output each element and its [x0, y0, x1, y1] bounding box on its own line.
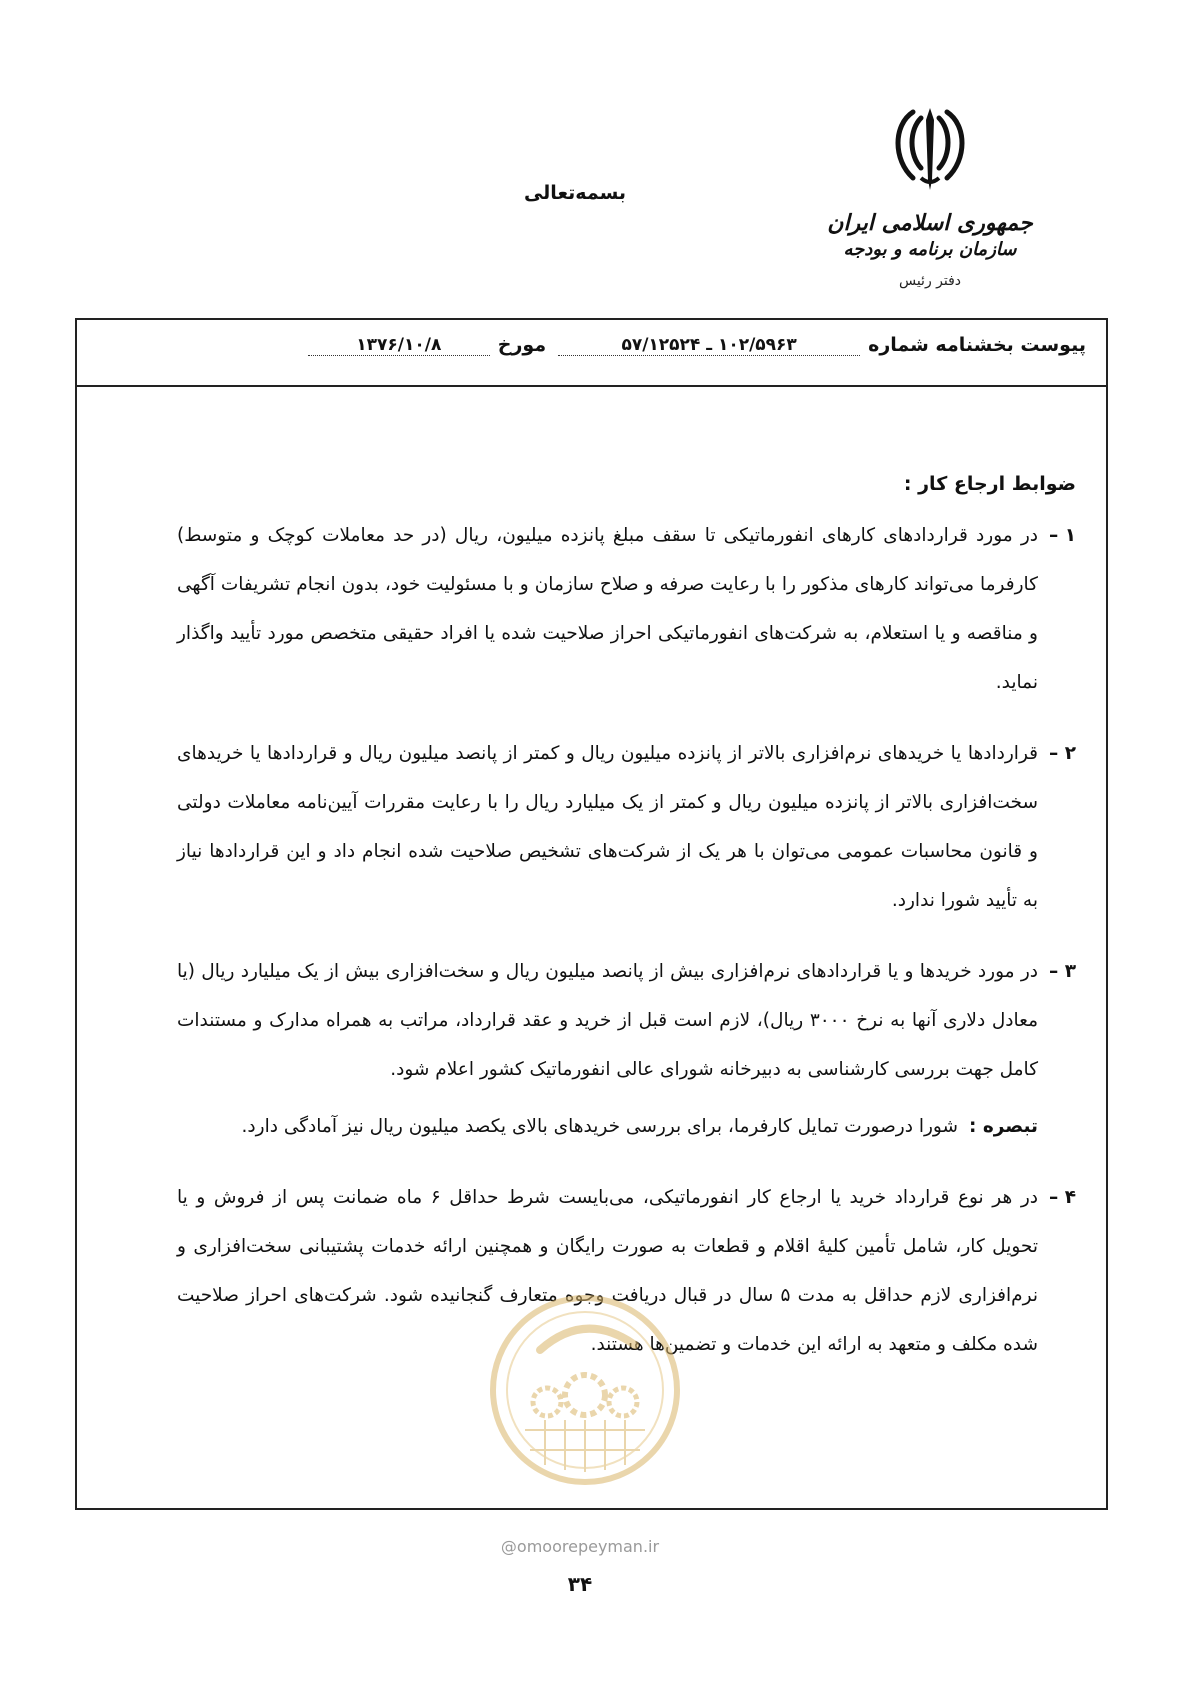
circular-label: پیوست بخشنامه شماره — [868, 334, 1086, 356]
page-number: ۳۴ — [567, 1572, 593, 1596]
note-label: تبصره : — [969, 1116, 1038, 1137]
clause-text: در هر نوع قرارداد خرید یا ارجاع کار انفورماتیکی، می‌بایست شرط حداقل ۶ ماه ضمانت پس از فروش و یا تحویل کار، شامل تأمین کلیهٔ اقلام و قطعات به صورت رایگان و همچنین ارائه خدمات پشتیبانی سخت‌افزاری و نرم‌افزاری لازم حداقل به مدت ۵ سال در قبال دریافت وجوه متعارف گنجانیده شود. شرکت‌های احراز صلاحیت شده مکلف و متعهد به ارائه این خدمات و تضمین‌ها هستند. — [177, 1187, 1038, 1355]
iran-emblem-icon — [885, 100, 975, 195]
note-text: شورا درصورت تمایل کارفرما، برای بررسی خریدهای بالای یکصد میلیون ریال نیز آمادگی دارد. — [241, 1116, 958, 1137]
office-name: دفتر رئیس — [898, 273, 962, 289]
clause-text: در مورد قراردادهای کارهای انفورماتیکی تا سقف مبلغ پانزده میلیون، ریال (در حد معاملات کوچک و متوسط) کارفرما می‌تواند کارهای مذکور را با رعایت صرفه و صلاح سازمان و با مسئولیت خود، بدون انجام تشریفات آگهی و مناقصه و یا استعلام، به شرکت‌های انفورماتیکی احراز صلاحیت شده یا افراد حقیقی متخصص مورد تأیید واگذار نماید. — [177, 525, 1038, 693]
note — [177, 1102, 1076, 1151]
date-label: مورخ — [497, 334, 547, 356]
circular-number: ۱۰۲/۵۹۶۳ ـ ۵۷/۱۲۵۲۴ — [558, 335, 860, 356]
clause-text: در مورد خریدها و یا قراردادهای نرم‌افزاری بیش از پانصد میلیون ریال و سخت‌افزاری بیش از یک میلیارد ریال (یا معادل دلاری آنها به نرخ ۳۰۰۰ ریال)، لازم است قبل از خرید و عقد قرارداد، مراتب به همراه مدارک و مستندات کامل جهت بررسی کارشناسی به دبیرخانه شورای عالی انفورماتیک کشور اعلام شود. — [177, 961, 1038, 1080]
clause-3 — [177, 947, 1076, 1094]
watermark-logo-icon — [485, 1290, 685, 1490]
clause-number: ۳ – — [1049, 961, 1076, 982]
circular-reference-header — [77, 320, 1106, 387]
clause-number: ۴ – — [1049, 1187, 1076, 1208]
clause-2 — [177, 729, 1076, 925]
clause-number: ۲ – — [1049, 743, 1076, 764]
clause-text: قراردادها یا خریدهای نرم‌افزاری بالاتر از پانزده میلیون ریال و کمتر از پانصد میلیون ریال و قراردادها یا خریدهای سخت‌افزاری بالاتر از پانزده میلیون ریال و کمتر از یک میلیارد ریال را با رعایت مقررات آیین‌نامه معاملات دولتی و قانون محاسبات عمومی می‌توان با هر یک از شرکت‌های تشخیص صلاحیت شده انجام داد و این قراردادها نیاز به تأیید شورا ندارد. — [177, 743, 1038, 911]
section-title: ضوابط ارجاع کار : — [903, 473, 1076, 495]
org-name: سازمان برنامه و بودجه — [843, 239, 1017, 260]
document-body — [177, 460, 1076, 1391]
watermark-site: @omoorepeyman.ir — [500, 1537, 660, 1556]
clause-1 — [177, 511, 1076, 707]
circular-date: ۱۳۷۶/۱۰/۸ — [308, 335, 490, 356]
government-header — [820, 100, 1040, 289]
gov-name: جمهوری اسلامی ایران — [827, 210, 1033, 236]
basmala: بسمه‌تعالی — [523, 182, 627, 204]
clause-number: ۱ – — [1049, 525, 1076, 546]
